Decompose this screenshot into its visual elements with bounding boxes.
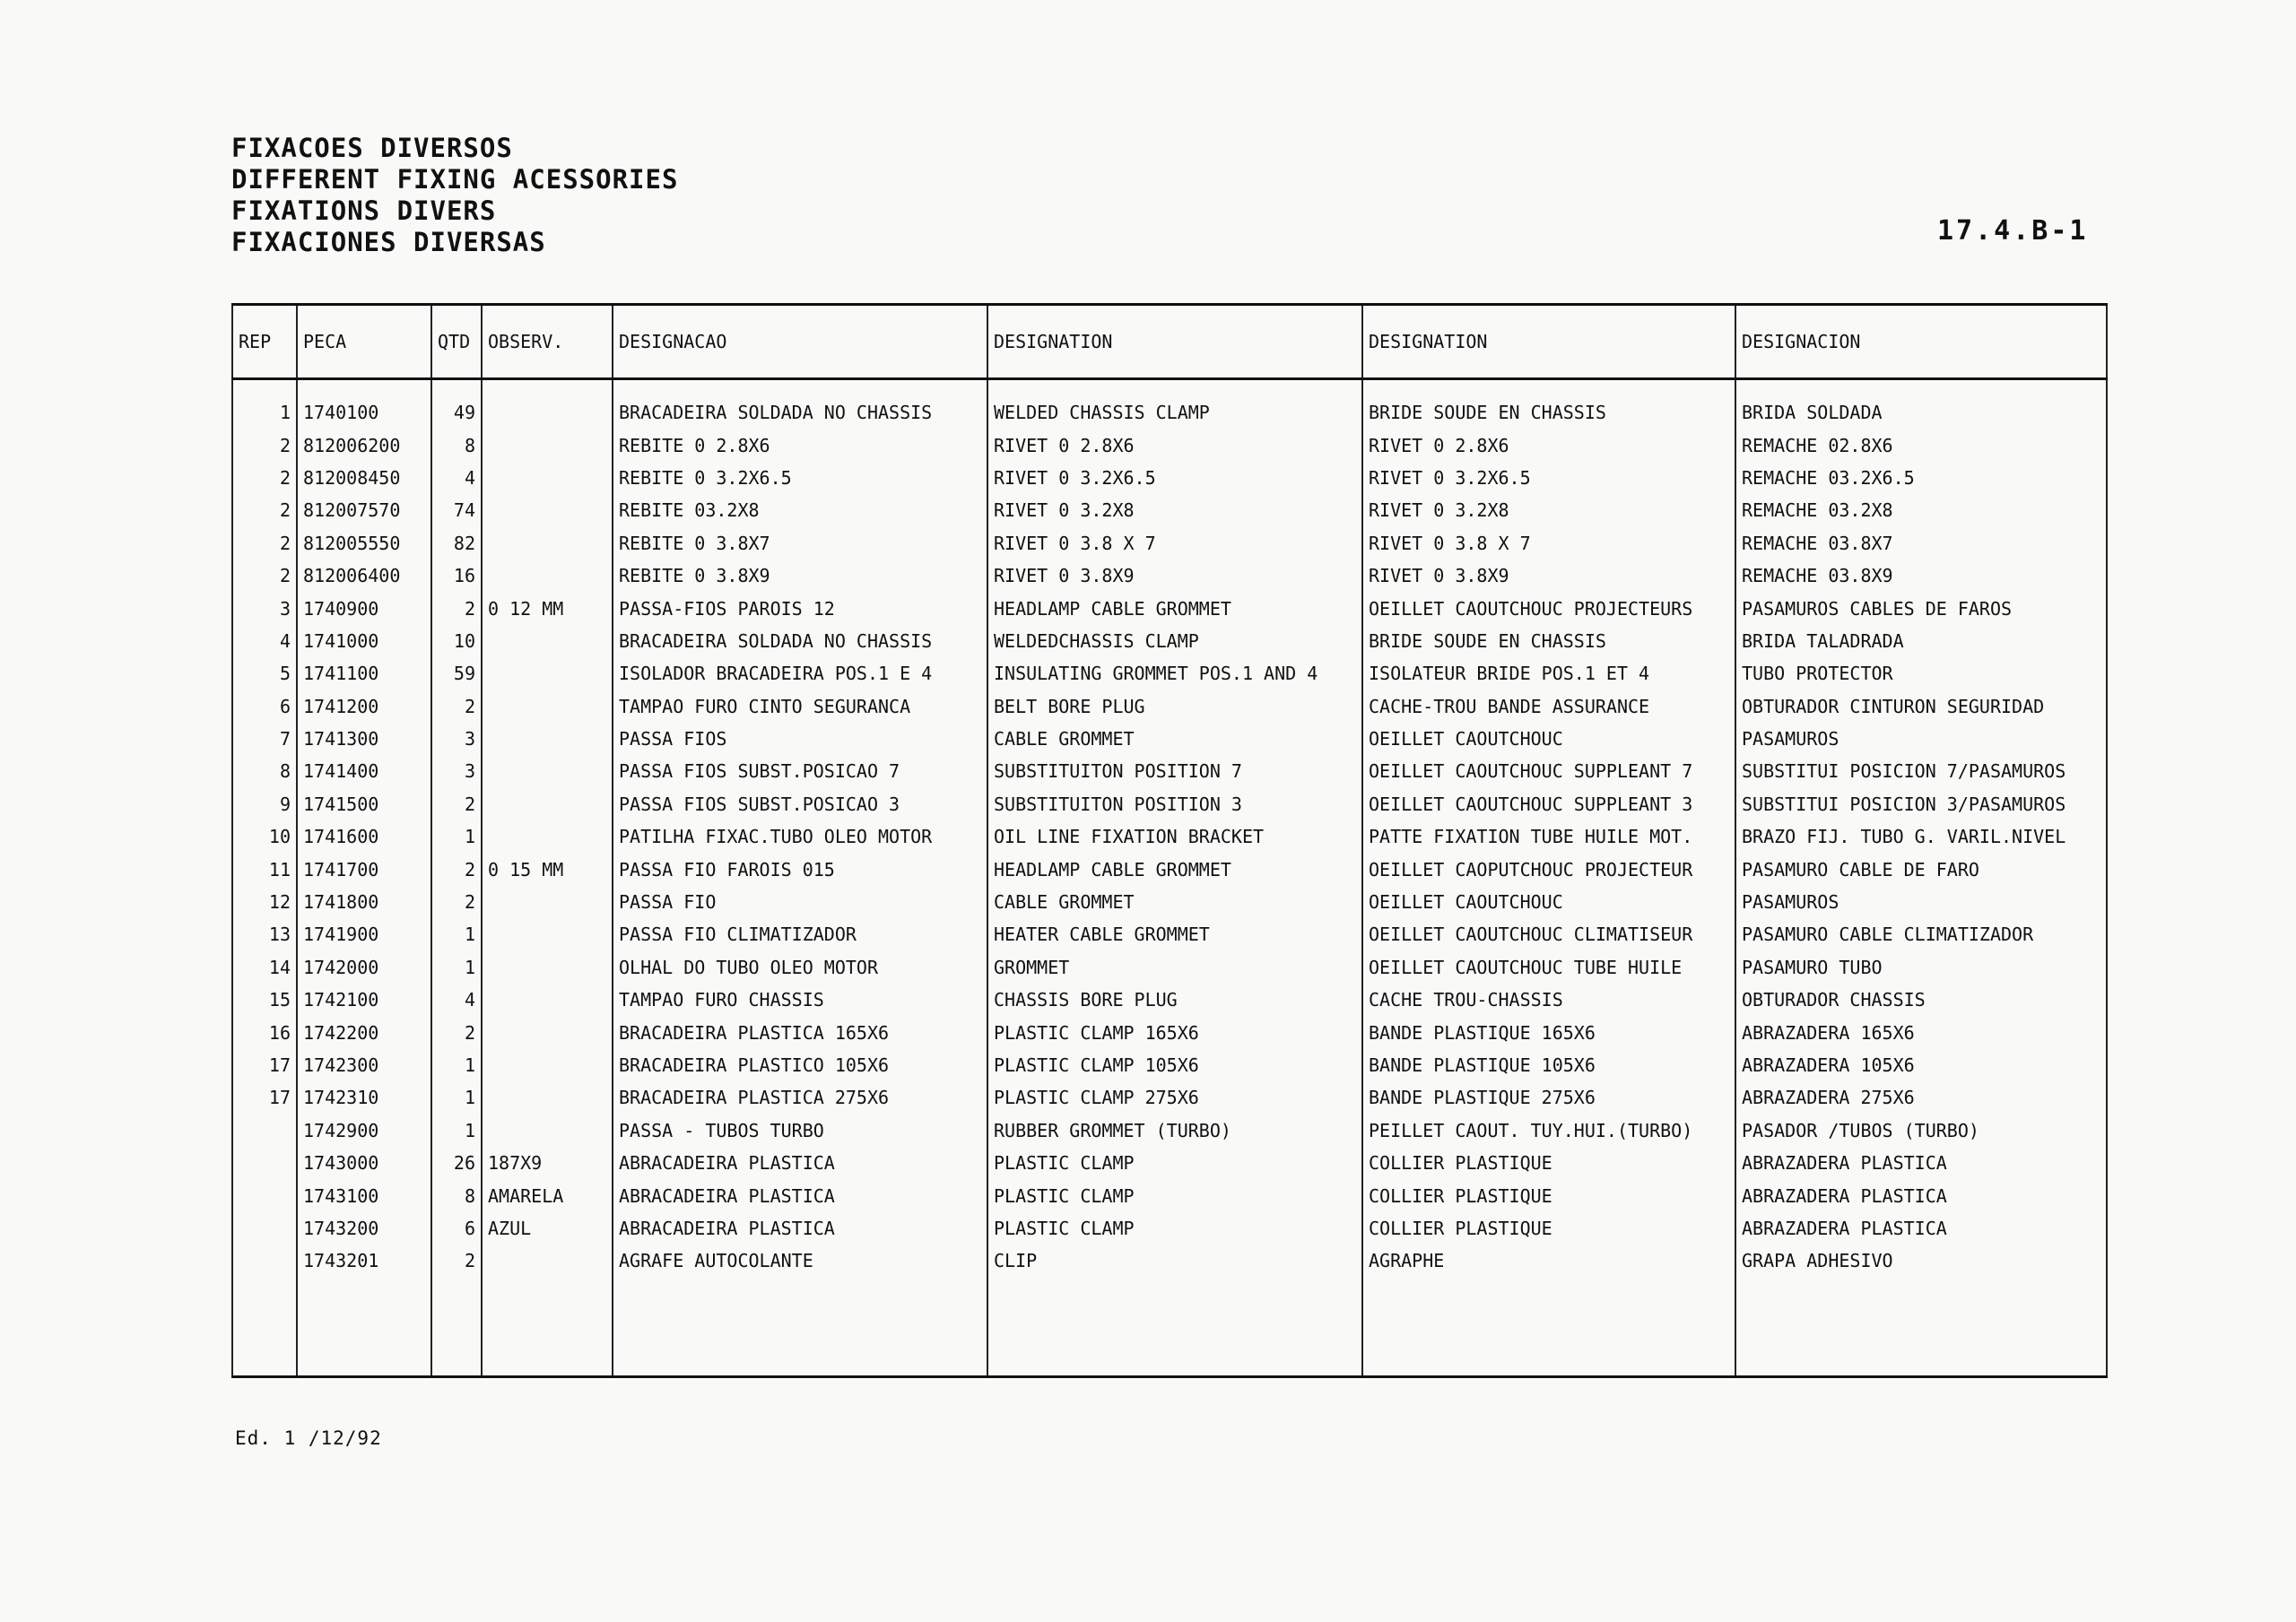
cell-rep: 2 [232,462,297,494]
cell-observ [482,657,613,690]
cell-designacion: BRIDA SOLDADA [1735,379,2107,429]
cell-designation-en: GROMMET [987,951,1362,984]
cell-observ [482,788,613,820]
cell-designation-fr: OEILLET CAOUTCHOUC CLIMATISEUR [1362,918,1735,950]
cell-designacion: ABRAZADERA PLASTICA [1735,1147,2107,1179]
cell-qtd: 2 [431,690,482,723]
cell-peca: 1742300 [297,1049,431,1081]
cell-designacion: REMACHE 03.8X9 [1735,559,2107,592]
cell-designacao: ISOLADOR BRACADEIRA POS.1 E 4 [613,657,987,690]
empty-row [232,1342,2107,1376]
cell-observ: 0 15 MM [482,853,613,885]
cell-peca: 1741500 [297,788,431,820]
empty-cell [482,1278,613,1310]
cell-qtd: 4 [431,984,482,1016]
cell-designation-fr: OEILLET CAOUTCHOUC TUBE HUILE [1362,951,1735,984]
cell-designation-fr: RIVET 0 3.8X9 [1362,559,1735,592]
cell-rep: 10 [232,820,297,853]
table-row [232,951,2107,984]
cell-qtd: 1 [431,951,482,984]
empty-cell [232,1342,297,1376]
table-row [232,690,2107,723]
cell-designacion: PASAMURO CABLE DE FARO [1735,853,2107,885]
cell-designation-fr: RIVET 0 2.8X6 [1362,429,1735,461]
cell-peca: 1741100 [297,657,431,690]
title-block [231,133,678,258]
table-row [232,1115,2107,1147]
cell-observ [482,429,613,461]
cell-designation-fr: OEILLET CAOUTCHOUC SUPPLEANT 3 [1362,788,1735,820]
cell-designation-en: PLASTIC CLAMP [987,1179,1362,1211]
cell-rep [232,1179,297,1211]
cell-designacao: PATILHA FIXAC.TUBO OLEO MOTOR [613,820,987,853]
empty-cell [987,1278,1362,1310]
cell-observ: AZUL [482,1212,613,1245]
table-row [232,723,2107,755]
table-row [232,1245,2107,1277]
header-designation-en: DESIGNATION [987,305,1362,379]
cell-designation-en: PLASTIC CLAMP [987,1147,1362,1179]
header-designation-fr: DESIGNATION [1362,305,1735,379]
cell-observ [482,1016,613,1048]
cell-peca: 1743201 [297,1245,431,1277]
cell-designation-fr: OEILLET CAOUTCHOUC PROJECTEURS [1362,592,1735,624]
cell-rep: 14 [232,951,297,984]
empty-cell [613,1310,987,1342]
cell-designation-fr: ISOLATEUR BRIDE POS.1 ET 4 [1362,657,1735,690]
table-row [232,918,2107,950]
cell-rep: 8 [232,755,297,787]
empty-row [232,1278,2107,1310]
cell-rep [232,1147,297,1179]
cell-peca: 812007570 [297,494,431,526]
empty-cell [1735,1342,2107,1376]
cell-designacao: TAMPAO FURO CHASSIS [613,984,987,1016]
cell-designacion: ABRAZADERA 105X6 [1735,1049,2107,1081]
cell-observ [482,984,613,1016]
cell-observ [482,886,613,918]
cell-designation-fr: COLLIER PLASTIQUE [1362,1212,1735,1245]
table-row [232,527,2107,559]
cell-qtd: 26 [431,1147,482,1179]
header-designacao: DESIGNACAO [613,305,987,379]
cell-observ: AMARELA [482,1179,613,1211]
cell-designation-fr: BRIDE SOUDE EN CHASSIS [1362,625,1735,657]
cell-rep: 5 [232,657,297,690]
cell-rep [232,1212,297,1245]
cell-observ [482,1115,613,1147]
cell-observ [482,820,613,853]
cell-designation-fr: COLLIER PLASTIQUE [1362,1179,1735,1211]
cell-designacao: ABRACADEIRA PLASTICA [613,1212,987,1245]
cell-designacao: OLHAL DO TUBO OLEO MOTOR [613,951,987,984]
cell-peca: 1741000 [297,625,431,657]
cell-qtd: 6 [431,1212,482,1245]
cell-qtd: 1 [431,820,482,853]
cell-designacion: BRAZO FIJ. TUBO G. VARIL.NIVEL [1735,820,2107,853]
cell-observ [482,918,613,950]
cell-rep: 15 [232,984,297,1016]
cell-designacion: BRIDA TALADRADA [1735,625,2107,657]
table-header-row [232,305,2107,379]
cell-designacao: ABRACADEIRA PLASTICA [613,1179,987,1211]
cell-peca: 812008450 [297,462,431,494]
header-peca: PECA [297,305,431,379]
title-spanish: FIXACIONES DIVERSAS [231,227,546,257]
cell-designation-en: INSULATING GROMMET POS.1 AND 4 [987,657,1362,690]
cell-designation-fr: OEILLET CAOUTCHOUC [1362,886,1735,918]
cell-designacao: PASSA-FIOS PAROIS 12 [613,592,987,624]
cell-designation-fr: OEILLET CAOPUTCHOUC PROJECTEUR [1362,853,1735,885]
cell-designacion: REMACHE 03.2X6.5 [1735,462,2107,494]
cell-rep: 2 [232,494,297,526]
cell-designation-fr: BANDE PLASTIQUE 105X6 [1362,1049,1735,1081]
cell-rep: 11 [232,853,297,885]
cell-designacao: PASSA - TUBOS TURBO [613,1115,987,1147]
cell-designation-en: HEADLAMP CABLE GROMMET [987,853,1362,885]
cell-designation-en: OIL LINE FIXATION BRACKET [987,820,1362,853]
cell-observ [482,379,613,429]
empty-cell [987,1342,1362,1376]
table-row [232,853,2107,885]
table-row [232,984,2107,1016]
cell-designacion: SUBSTITUI POSICION 3/PASAMUROS [1735,788,2107,820]
cell-designation-en: PLASTIC CLAMP 275X6 [987,1081,1362,1114]
cell-designation-en: BELT BORE PLUG [987,690,1362,723]
empty-cell [297,1310,431,1342]
table-row [232,886,2107,918]
cell-rep: 16 [232,1016,297,1048]
cell-designacao: REBITE 03.2X8 [613,494,987,526]
empty-cell [297,1342,431,1376]
cell-rep: 2 [232,559,297,592]
cell-designacion: TUBO PROTECTOR [1735,657,2107,690]
cell-designation-en: WELDEDCHASSIS CLAMP [987,625,1362,657]
cell-designation-en: RIVET 0 3.8X9 [987,559,1362,592]
cell-designation-fr: PATTE FIXATION TUBE HUILE MOT. [1362,820,1735,853]
cell-designacao: PASSA FIO FAROIS 015 [613,853,987,885]
cell-designation-fr: BRIDE SOUDE EN CHASSIS [1362,379,1735,429]
cell-observ [482,462,613,494]
cell-observ: 0 12 MM [482,592,613,624]
cell-rep: 2 [232,429,297,461]
cell-observ [482,755,613,787]
cell-designation-en: CLIP [987,1245,1362,1277]
cell-rep: 7 [232,723,297,755]
table-row [232,1212,2107,1245]
cell-designation-fr: OEILLET CAOUTCHOUC SUPPLEANT 7 [1362,755,1735,787]
cell-designacao: BRACADEIRA SOLDADA NO CHASSIS [613,379,987,429]
cell-rep: 17 [232,1081,297,1114]
cell-peca: 1742000 [297,951,431,984]
cell-designacion: ABRAZADERA 275X6 [1735,1081,2107,1114]
cell-designacao: TAMPAO FURO CINTO SEGURANCA [613,690,987,723]
table-row [232,820,2107,853]
cell-peca: 1741800 [297,886,431,918]
cell-designation-en: HEADLAMP CABLE GROMMET [987,592,1362,624]
cell-designacao: BRACADEIRA SOLDADA NO CHASSIS [613,625,987,657]
cell-designation-en: RIVET 0 3.8 X 7 [987,527,1362,559]
cell-designacion: SUBSTITUI POSICION 7/PASAMUROS [1735,755,2107,787]
cell-designation-fr: CACHE TROU-CHASSIS [1362,984,1735,1016]
cell-designacao: ABRACADEIRA PLASTICA [613,1147,987,1179]
cell-qtd: 2 [431,1245,482,1277]
cell-designation-en: WELDED CHASSIS CLAMP [987,379,1362,429]
cell-peca: 1740900 [297,592,431,624]
empty-cell [232,1278,297,1310]
cell-designacion: ABRAZADERA 165X6 [1735,1016,2107,1048]
cell-qtd: 82 [431,527,482,559]
cell-designation-en: CABLE GROMMET [987,723,1362,755]
cell-designacao: PASSA FIOS SUBST.POSICAO 3 [613,788,987,820]
parts-table-wrapper [231,303,2106,1392]
cell-peca: 1741200 [297,690,431,723]
cell-designation-en: HEATER CABLE GROMMET [987,918,1362,950]
cell-designacion: PASAMUROS [1735,723,2107,755]
cell-rep: 6 [232,690,297,723]
cell-designation-en: RUBBER GROMMET (TURBO) [987,1115,1362,1147]
table-row [232,755,2107,787]
cell-rep [232,1115,297,1147]
cell-designation-fr: RIVET 0 3.2X6.5 [1362,462,1735,494]
cell-rep: 1 [232,379,297,429]
table-row [232,429,2107,461]
cell-peca: 1741700 [297,853,431,885]
cell-peca: 812005550 [297,527,431,559]
cell-rep: 9 [232,788,297,820]
cell-designacao: BRACADEIRA PLASTICA 165X6 [613,1016,987,1048]
cell-qtd: 8 [431,1179,482,1211]
cell-qtd: 2 [431,592,482,624]
cell-designacion: PASAMUROS CABLES DE FAROS [1735,592,2107,624]
cell-designacao: REBITE 0 2.8X6 [613,429,987,461]
cell-observ [482,951,613,984]
header-designacion: DESIGNACION [1735,305,2107,379]
cell-observ: 187X9 [482,1147,613,1179]
cell-qtd: 3 [431,755,482,787]
cell-designacao: REBITE 0 3.8X7 [613,527,987,559]
cell-designacion: PASAMUROS [1735,886,2107,918]
page-code: 17.4.B-1 [1937,215,2089,247]
table-row [232,1081,2107,1114]
table-row [232,1147,2107,1179]
table-row [232,1049,2107,1081]
cell-qtd: 3 [431,723,482,755]
cell-designation-fr: COLLIER PLASTIQUE [1362,1147,1735,1179]
cell-peca: 1742900 [297,1115,431,1147]
cell-designation-fr: RIVET 0 3.2X8 [1362,494,1735,526]
cell-designation-en: SUBSTITUITON POSITION 7 [987,755,1362,787]
parts-table [231,303,2108,1378]
cell-designacao: AGRAFE AUTOCOLANTE [613,1245,987,1277]
cell-qtd: 59 [431,657,482,690]
cell-qtd: 2 [431,1016,482,1048]
cell-rep: 4 [232,625,297,657]
title-english: DIFFERENT FIXING ACESSORIES [231,164,679,195]
cell-qtd: 4 [431,462,482,494]
cell-peca: 1740100 [297,379,431,429]
cell-qtd: 2 [431,886,482,918]
empty-cell [1735,1278,2107,1310]
empty-cell [1735,1310,2107,1342]
cell-designation-en: CABLE GROMMET [987,886,1362,918]
cell-peca: 812006400 [297,559,431,592]
cell-designation-fr: BANDE PLASTIQUE 165X6 [1362,1016,1735,1048]
title-portuguese: FIXACOES DIVERSOS [231,133,513,163]
cell-qtd: 74 [431,494,482,526]
cell-designacion: ABRAZADERA PLASTICA [1735,1179,2107,1211]
cell-designation-fr: OEILLET CAOUTCHOUC [1362,723,1735,755]
cell-designacao: BRACADEIRA PLASTICA 275X6 [613,1081,987,1114]
empty-cell [482,1310,613,1342]
empty-cell [482,1342,613,1376]
cell-observ [482,559,613,592]
cell-peca: 1743000 [297,1147,431,1179]
cell-qtd: 1 [431,1049,482,1081]
cell-designation-en: RIVET 0 3.2X8 [987,494,1362,526]
cell-rep: 13 [232,918,297,950]
cell-qtd: 49 [431,379,482,429]
cell-rep: 2 [232,527,297,559]
table-row [232,379,2107,429]
cell-qtd: 1 [431,918,482,950]
title-french: FIXATIONS DIVERS [231,195,497,226]
cell-designation-fr: RIVET 0 3.8 X 7 [1362,527,1735,559]
cell-designacion: REMACHE 02.8X6 [1735,429,2107,461]
cell-designation-en: CHASSIS BORE PLUG [987,984,1362,1016]
empty-cell [431,1342,482,1376]
empty-cell [613,1342,987,1376]
table-row [232,657,2107,690]
cell-observ [482,625,613,657]
cell-designacion: OBTURADOR CINTURON SEGURIDAD [1735,690,2107,723]
cell-peca: 1741900 [297,918,431,950]
cell-observ [482,1081,613,1114]
table-row [232,592,2107,624]
table-row [232,625,2107,657]
cell-designacao: PASSA FIO CLIMATIZADOR [613,918,987,950]
cell-qtd: 1 [431,1081,482,1114]
edition-date: Ed. 1 /12/92 [235,1427,382,1449]
cell-designacion: ABRAZADERA PLASTICA [1735,1212,2107,1245]
cell-designation-fr: PEILLET CAOUT. TUY.HUI.(TURBO) [1362,1115,1735,1147]
empty-cell [232,1310,297,1342]
cell-designacao: REBITE 0 3.8X9 [613,559,987,592]
empty-row [232,1310,2107,1342]
cell-qtd: 2 [431,853,482,885]
table-body [232,379,2107,1377]
empty-cell [431,1278,482,1310]
cell-rep: 3 [232,592,297,624]
cell-designation-en: PLASTIC CLAMP 105X6 [987,1049,1362,1081]
table-row [232,462,2107,494]
cell-observ [482,1049,613,1081]
cell-peca: 1742100 [297,984,431,1016]
empty-cell [1362,1278,1735,1310]
cell-designation-en: PLASTIC CLAMP 165X6 [987,1016,1362,1048]
cell-designacion: GRAPA ADHESIVO [1735,1245,2107,1277]
cell-observ [482,494,613,526]
cell-designation-en: RIVET 0 3.2X6.5 [987,462,1362,494]
empty-cell [1362,1310,1735,1342]
cell-observ [482,1245,613,1277]
header-observ: OBSERV. [482,305,613,379]
cell-designation-en: PLASTIC CLAMP [987,1212,1362,1245]
cell-observ [482,723,613,755]
cell-observ [482,690,613,723]
cell-peca: 812006200 [297,429,431,461]
cell-designation-en: RIVET 0 2.8X6 [987,429,1362,461]
header-qtd: QTD [431,305,482,379]
cell-designacion: PASAMURO TUBO [1735,951,2107,984]
empty-cell [613,1278,987,1310]
header-rep: REP [232,305,297,379]
cell-designacao: PASSA FIOS [613,723,987,755]
cell-rep: 17 [232,1049,297,1081]
cell-peca: 1743100 [297,1179,431,1211]
cell-designacao: PASSA FIOS SUBST.POSICAO 7 [613,755,987,787]
cell-qtd: 10 [431,625,482,657]
cell-peca: 1743200 [297,1212,431,1245]
cell-rep: 12 [232,886,297,918]
empty-cell [1362,1342,1735,1376]
cell-designacion: REMACHE 03.2X8 [1735,494,2107,526]
cell-designacion: REMACHE 03.8X7 [1735,527,2107,559]
cell-peca: 1742310 [297,1081,431,1114]
cell-qtd: 8 [431,429,482,461]
table-row [232,559,2107,592]
cell-designation-fr: AGRAPHE [1362,1245,1735,1277]
cell-designation-fr: CACHE-TROU BANDE ASSURANCE [1362,690,1735,723]
cell-designacion: PASADOR /TUBOS (TURBO) [1735,1115,2107,1147]
cell-peca: 1741400 [297,755,431,787]
empty-cell [987,1310,1362,1342]
cell-peca: 1741300 [297,723,431,755]
cell-designacion: PASAMURO CABLE CLIMATIZADOR [1735,918,2107,950]
cell-rep [232,1245,297,1277]
cell-peca: 1741600 [297,820,431,853]
empty-cell [297,1278,431,1310]
cell-designacao: BRACADEIRA PLASTICO 105X6 [613,1049,987,1081]
cell-qtd: 16 [431,559,482,592]
cell-designacion: OBTURADOR CHASSIS [1735,984,2107,1016]
table-row [232,494,2107,526]
cell-designation-fr: BANDE PLASTIQUE 275X6 [1362,1081,1735,1114]
cell-peca: 1742200 [297,1016,431,1048]
empty-cell [431,1310,482,1342]
cell-designacao: PASSA FIO [613,886,987,918]
table-row [232,788,2107,820]
cell-designation-en: SUBSTITUITON POSITION 3 [987,788,1362,820]
cell-qtd: 1 [431,1115,482,1147]
cell-observ [482,527,613,559]
table-row [232,1179,2107,1211]
cell-designacao: REBITE 0 3.2X6.5 [613,462,987,494]
table-row [232,1016,2107,1048]
cell-qtd: 2 [431,788,482,820]
